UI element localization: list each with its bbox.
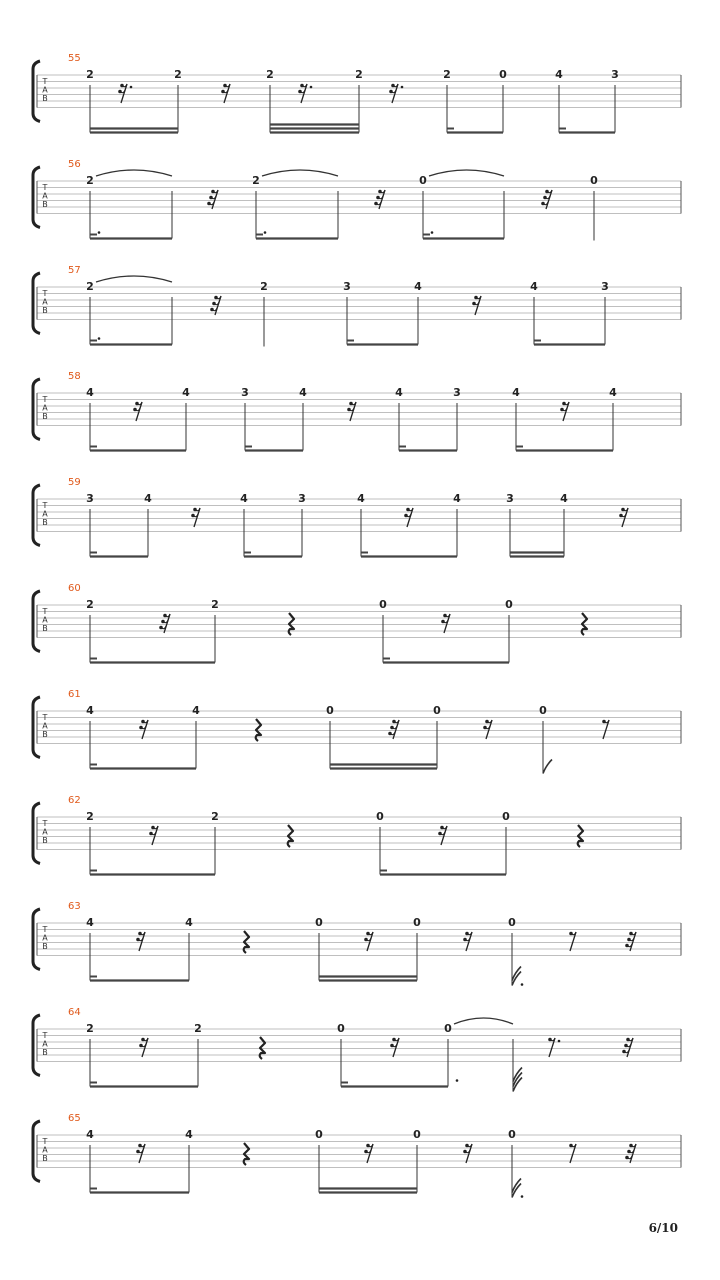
fret-number: 0 bbox=[505, 598, 513, 611]
tie bbox=[96, 170, 172, 176]
tab-system bbox=[33, 901, 681, 986]
measure-number: 62 bbox=[68, 795, 81, 806]
sixteenth-rest bbox=[191, 508, 200, 527]
tab-clef-b: B bbox=[42, 730, 48, 739]
fret-number: 2 bbox=[211, 810, 219, 823]
fret-number: 3 bbox=[601, 280, 609, 293]
thirty-second-rest bbox=[374, 190, 385, 209]
tab-clef-a: A bbox=[42, 827, 48, 837]
rest-dot bbox=[130, 86, 133, 89]
thirty-second-rest bbox=[159, 614, 170, 633]
fret-number: 2 bbox=[211, 598, 219, 611]
tab-clef-t: T bbox=[42, 1031, 48, 1040]
page-number: 6/10 bbox=[648, 1221, 678, 1235]
note-dot bbox=[521, 983, 524, 986]
beam-group bbox=[90, 191, 172, 239]
fret-number: 3 bbox=[611, 68, 619, 81]
tie bbox=[454, 1018, 513, 1024]
tab-clef-b: B bbox=[42, 94, 48, 103]
sixteenth-rest bbox=[139, 720, 148, 739]
fret-number: 0 bbox=[502, 810, 510, 823]
fret-number: 4 bbox=[185, 1128, 193, 1141]
tab-clef-a: A bbox=[42, 191, 48, 201]
tab-clef-t: T bbox=[42, 925, 48, 934]
quarter-rest bbox=[289, 613, 294, 635]
sixteenth-rest bbox=[133, 402, 142, 421]
beam-group bbox=[244, 509, 302, 557]
quarter-rest bbox=[578, 825, 583, 847]
measure-number: 65 bbox=[68, 1113, 81, 1124]
beam-group bbox=[90, 85, 178, 133]
fret-number: 0 bbox=[337, 1022, 345, 1035]
sixteenth-rest bbox=[139, 1038, 148, 1057]
tab-clef-b: B bbox=[42, 200, 48, 209]
sixteenth-rest bbox=[221, 84, 230, 103]
fret-number: 4 bbox=[555, 68, 563, 81]
fret-number: 0 bbox=[433, 704, 441, 717]
sixteenth-rest bbox=[560, 402, 569, 421]
thirty-second-rest bbox=[207, 190, 218, 209]
sixteenth-rest bbox=[347, 402, 356, 421]
measure-number: 57 bbox=[68, 265, 81, 276]
fret-number: 4 bbox=[414, 280, 422, 293]
flagged-note bbox=[543, 721, 552, 774]
sixteenth-rest bbox=[463, 1144, 472, 1163]
sixteenth-rest bbox=[364, 1144, 373, 1163]
note-dot bbox=[456, 1079, 459, 1082]
measure-number: 58 bbox=[68, 371, 81, 382]
fret-number: 4 bbox=[530, 280, 538, 293]
sixteenth-rest bbox=[483, 720, 492, 739]
sixteenth-rest bbox=[389, 84, 403, 103]
fret-number: 3 bbox=[86, 492, 94, 505]
tab-system bbox=[33, 689, 681, 774]
quarter-rest bbox=[244, 1143, 249, 1165]
measure-number: 60 bbox=[68, 583, 81, 594]
tie bbox=[262, 170, 338, 176]
beam-group bbox=[399, 403, 457, 451]
tab-clef-t: T bbox=[42, 607, 48, 616]
fret-number: 0 bbox=[508, 916, 516, 929]
fret-number: 2 bbox=[86, 598, 94, 611]
fret-number: 2 bbox=[443, 68, 451, 81]
fret-number: 3 bbox=[241, 386, 249, 399]
fret-number: 3 bbox=[343, 280, 351, 293]
eighth-rest bbox=[602, 720, 609, 739]
tab-staff bbox=[37, 923, 681, 956]
fret-number: 4 bbox=[86, 386, 94, 399]
thirty-second-rest bbox=[625, 932, 636, 951]
fret-number: 4 bbox=[357, 492, 365, 505]
sixteenth-rest bbox=[149, 826, 158, 845]
tab-system bbox=[33, 1007, 681, 1092]
fret-number: 4 bbox=[453, 492, 461, 505]
quarter-rest bbox=[256, 719, 261, 741]
rest-dot bbox=[310, 86, 313, 89]
sixteenth-rest bbox=[136, 1144, 145, 1163]
fret-number: 2 bbox=[266, 68, 274, 81]
tab-system bbox=[33, 265, 681, 347]
beam-group bbox=[90, 615, 215, 663]
flagged-note bbox=[512, 933, 523, 986]
fret-number: 3 bbox=[506, 492, 514, 505]
fret-number: 2 bbox=[86, 810, 94, 823]
fret-number: 0 bbox=[539, 704, 547, 717]
fret-number: 4 bbox=[560, 492, 568, 505]
quarter-rest bbox=[244, 931, 249, 953]
sixteenth-rest bbox=[136, 932, 145, 951]
tab-clef-b: B bbox=[42, 836, 48, 845]
tab-clef-b: B bbox=[42, 942, 48, 951]
tab-clef-a: A bbox=[42, 403, 48, 413]
fret-number: 2 bbox=[86, 1022, 94, 1035]
fret-number: 3 bbox=[453, 386, 461, 399]
tab-system bbox=[33, 477, 681, 557]
beam-group bbox=[256, 191, 338, 239]
flagged-note bbox=[512, 1145, 523, 1198]
tab-clef-b: B bbox=[42, 1048, 48, 1057]
beam-group bbox=[90, 297, 172, 345]
beam-group bbox=[447, 85, 503, 133]
fret-number: 4 bbox=[512, 386, 520, 399]
fret-number: 0 bbox=[315, 1128, 323, 1141]
tie bbox=[429, 170, 504, 176]
tab-clef-b: B bbox=[42, 518, 48, 527]
fret-number: 4 bbox=[86, 916, 94, 929]
sixteenth-rest bbox=[438, 826, 447, 845]
tab-clef-t: T bbox=[42, 77, 48, 86]
tab-clef-t: T bbox=[42, 289, 48, 298]
fret-number: 0 bbox=[315, 916, 323, 929]
fret-number: 0 bbox=[413, 1128, 421, 1141]
fret-number: 0 bbox=[508, 1128, 516, 1141]
tab-clef-a: A bbox=[42, 721, 48, 731]
fret-number: 0 bbox=[326, 704, 334, 717]
tab-staff bbox=[37, 817, 681, 850]
tab-system bbox=[33, 159, 681, 241]
flagged-note bbox=[513, 1039, 522, 1092]
fret-number: 4 bbox=[182, 386, 190, 399]
fret-number: 4 bbox=[299, 386, 307, 399]
tab-staff bbox=[37, 287, 681, 320]
tab-clef-t: T bbox=[42, 713, 48, 722]
tab-clef-a: A bbox=[42, 297, 48, 307]
fret-number: 0 bbox=[376, 810, 384, 823]
tab-staff bbox=[37, 711, 681, 744]
tie bbox=[96, 276, 172, 282]
fret-number: 2 bbox=[86, 280, 94, 293]
beam-group bbox=[245, 403, 303, 451]
eighth-rest bbox=[569, 1144, 576, 1163]
tab-clef-b: B bbox=[42, 1154, 48, 1163]
tab-clef-t: T bbox=[42, 183, 48, 192]
tab-clef-t: T bbox=[42, 395, 48, 404]
sixteenth-rest bbox=[364, 932, 373, 951]
tab-staff bbox=[37, 181, 681, 214]
fret-number: 4 bbox=[192, 704, 200, 717]
thirty-second-rest bbox=[625, 1144, 636, 1163]
eighth-rest bbox=[548, 1038, 560, 1057]
tab-system bbox=[33, 371, 681, 451]
beam-group bbox=[90, 509, 148, 557]
fret-number: 0 bbox=[590, 174, 598, 187]
sixteenth-rest bbox=[118, 84, 132, 103]
beam-group bbox=[270, 85, 359, 133]
measure-number: 61 bbox=[68, 689, 81, 700]
fret-number: 4 bbox=[144, 492, 152, 505]
fret-number: 4 bbox=[240, 492, 248, 505]
tab-clef-b: B bbox=[42, 306, 48, 315]
tab-system bbox=[33, 583, 681, 663]
tab-clef-a: A bbox=[42, 509, 48, 519]
tab-system bbox=[33, 1113, 681, 1198]
beam-group bbox=[330, 721, 437, 769]
quarter-rest bbox=[582, 613, 587, 635]
note-dot bbox=[431, 231, 434, 234]
tab-clef-a: A bbox=[42, 615, 48, 625]
eighth-rest bbox=[569, 932, 576, 951]
sixteenth-rest bbox=[463, 932, 472, 951]
measure-number: 59 bbox=[68, 477, 81, 488]
beam-group bbox=[534, 297, 605, 345]
tab-clef-a: A bbox=[42, 1039, 48, 1049]
sixteenth-rest bbox=[298, 84, 312, 103]
tab-clef-b: B bbox=[42, 412, 48, 421]
fret-number: 4 bbox=[86, 1128, 94, 1141]
measure-number: 56 bbox=[68, 159, 81, 170]
tab-clef-a: A bbox=[42, 933, 48, 943]
beam-group bbox=[423, 191, 504, 239]
fret-number: 4 bbox=[609, 386, 617, 399]
tab-clef-t: T bbox=[42, 819, 48, 828]
measure-number: 63 bbox=[68, 901, 81, 912]
beam-group bbox=[559, 85, 615, 133]
fret-number: 4 bbox=[395, 386, 403, 399]
beam-group bbox=[510, 509, 564, 557]
sixteenth-rest bbox=[404, 508, 413, 527]
fret-number: 4 bbox=[86, 704, 94, 717]
fret-number: 2 bbox=[174, 68, 182, 81]
tab-clef-a: A bbox=[42, 85, 48, 95]
thirty-second-rest bbox=[622, 1038, 633, 1057]
thirty-second-rest bbox=[388, 720, 399, 739]
fret-number: 0 bbox=[419, 174, 427, 187]
fret-number: 4 bbox=[185, 916, 193, 929]
fret-number: 2 bbox=[260, 280, 268, 293]
sixteenth-rest bbox=[619, 508, 628, 527]
note-flag bbox=[543, 760, 552, 774]
thirty-second-rest bbox=[210, 296, 221, 315]
tab-system bbox=[33, 795, 681, 875]
sixteenth-rest bbox=[441, 614, 450, 633]
note-dot bbox=[521, 1195, 524, 1198]
note-dot bbox=[98, 231, 101, 234]
fret-number: 2 bbox=[194, 1022, 202, 1035]
fret-number: 0 bbox=[413, 916, 421, 929]
fret-number: 2 bbox=[86, 68, 94, 81]
measure-number: 64 bbox=[68, 1007, 81, 1018]
fret-number: 0 bbox=[379, 598, 387, 611]
tab-staff bbox=[37, 1029, 681, 1062]
tab-clef-t: T bbox=[42, 1137, 48, 1146]
tab-clef-b: B bbox=[42, 624, 48, 633]
sixteenth-rest bbox=[390, 1038, 399, 1057]
thirty-second-rest bbox=[541, 190, 552, 209]
tab-system bbox=[33, 53, 681, 133]
fret-number: 0 bbox=[444, 1022, 452, 1035]
fret-number: 3 bbox=[298, 492, 306, 505]
quarter-rest bbox=[260, 1037, 265, 1059]
beam-group bbox=[347, 297, 418, 345]
quarter-rest bbox=[288, 825, 293, 847]
tab-staff bbox=[37, 1135, 681, 1168]
fret-number: 0 bbox=[499, 68, 507, 81]
sixteenth-rest bbox=[472, 296, 481, 315]
rest-dot bbox=[401, 86, 404, 89]
tab-clef-t: T bbox=[42, 501, 48, 510]
measure-number: 55 bbox=[68, 53, 81, 64]
tab-clef-a: A bbox=[42, 1145, 48, 1155]
fret-number: 2 bbox=[252, 174, 260, 187]
note-dot bbox=[98, 337, 101, 340]
fret-number: 2 bbox=[86, 174, 94, 187]
note-dot bbox=[264, 231, 267, 234]
fret-number: 2 bbox=[355, 68, 363, 81]
rest-dot bbox=[558, 1040, 561, 1043]
